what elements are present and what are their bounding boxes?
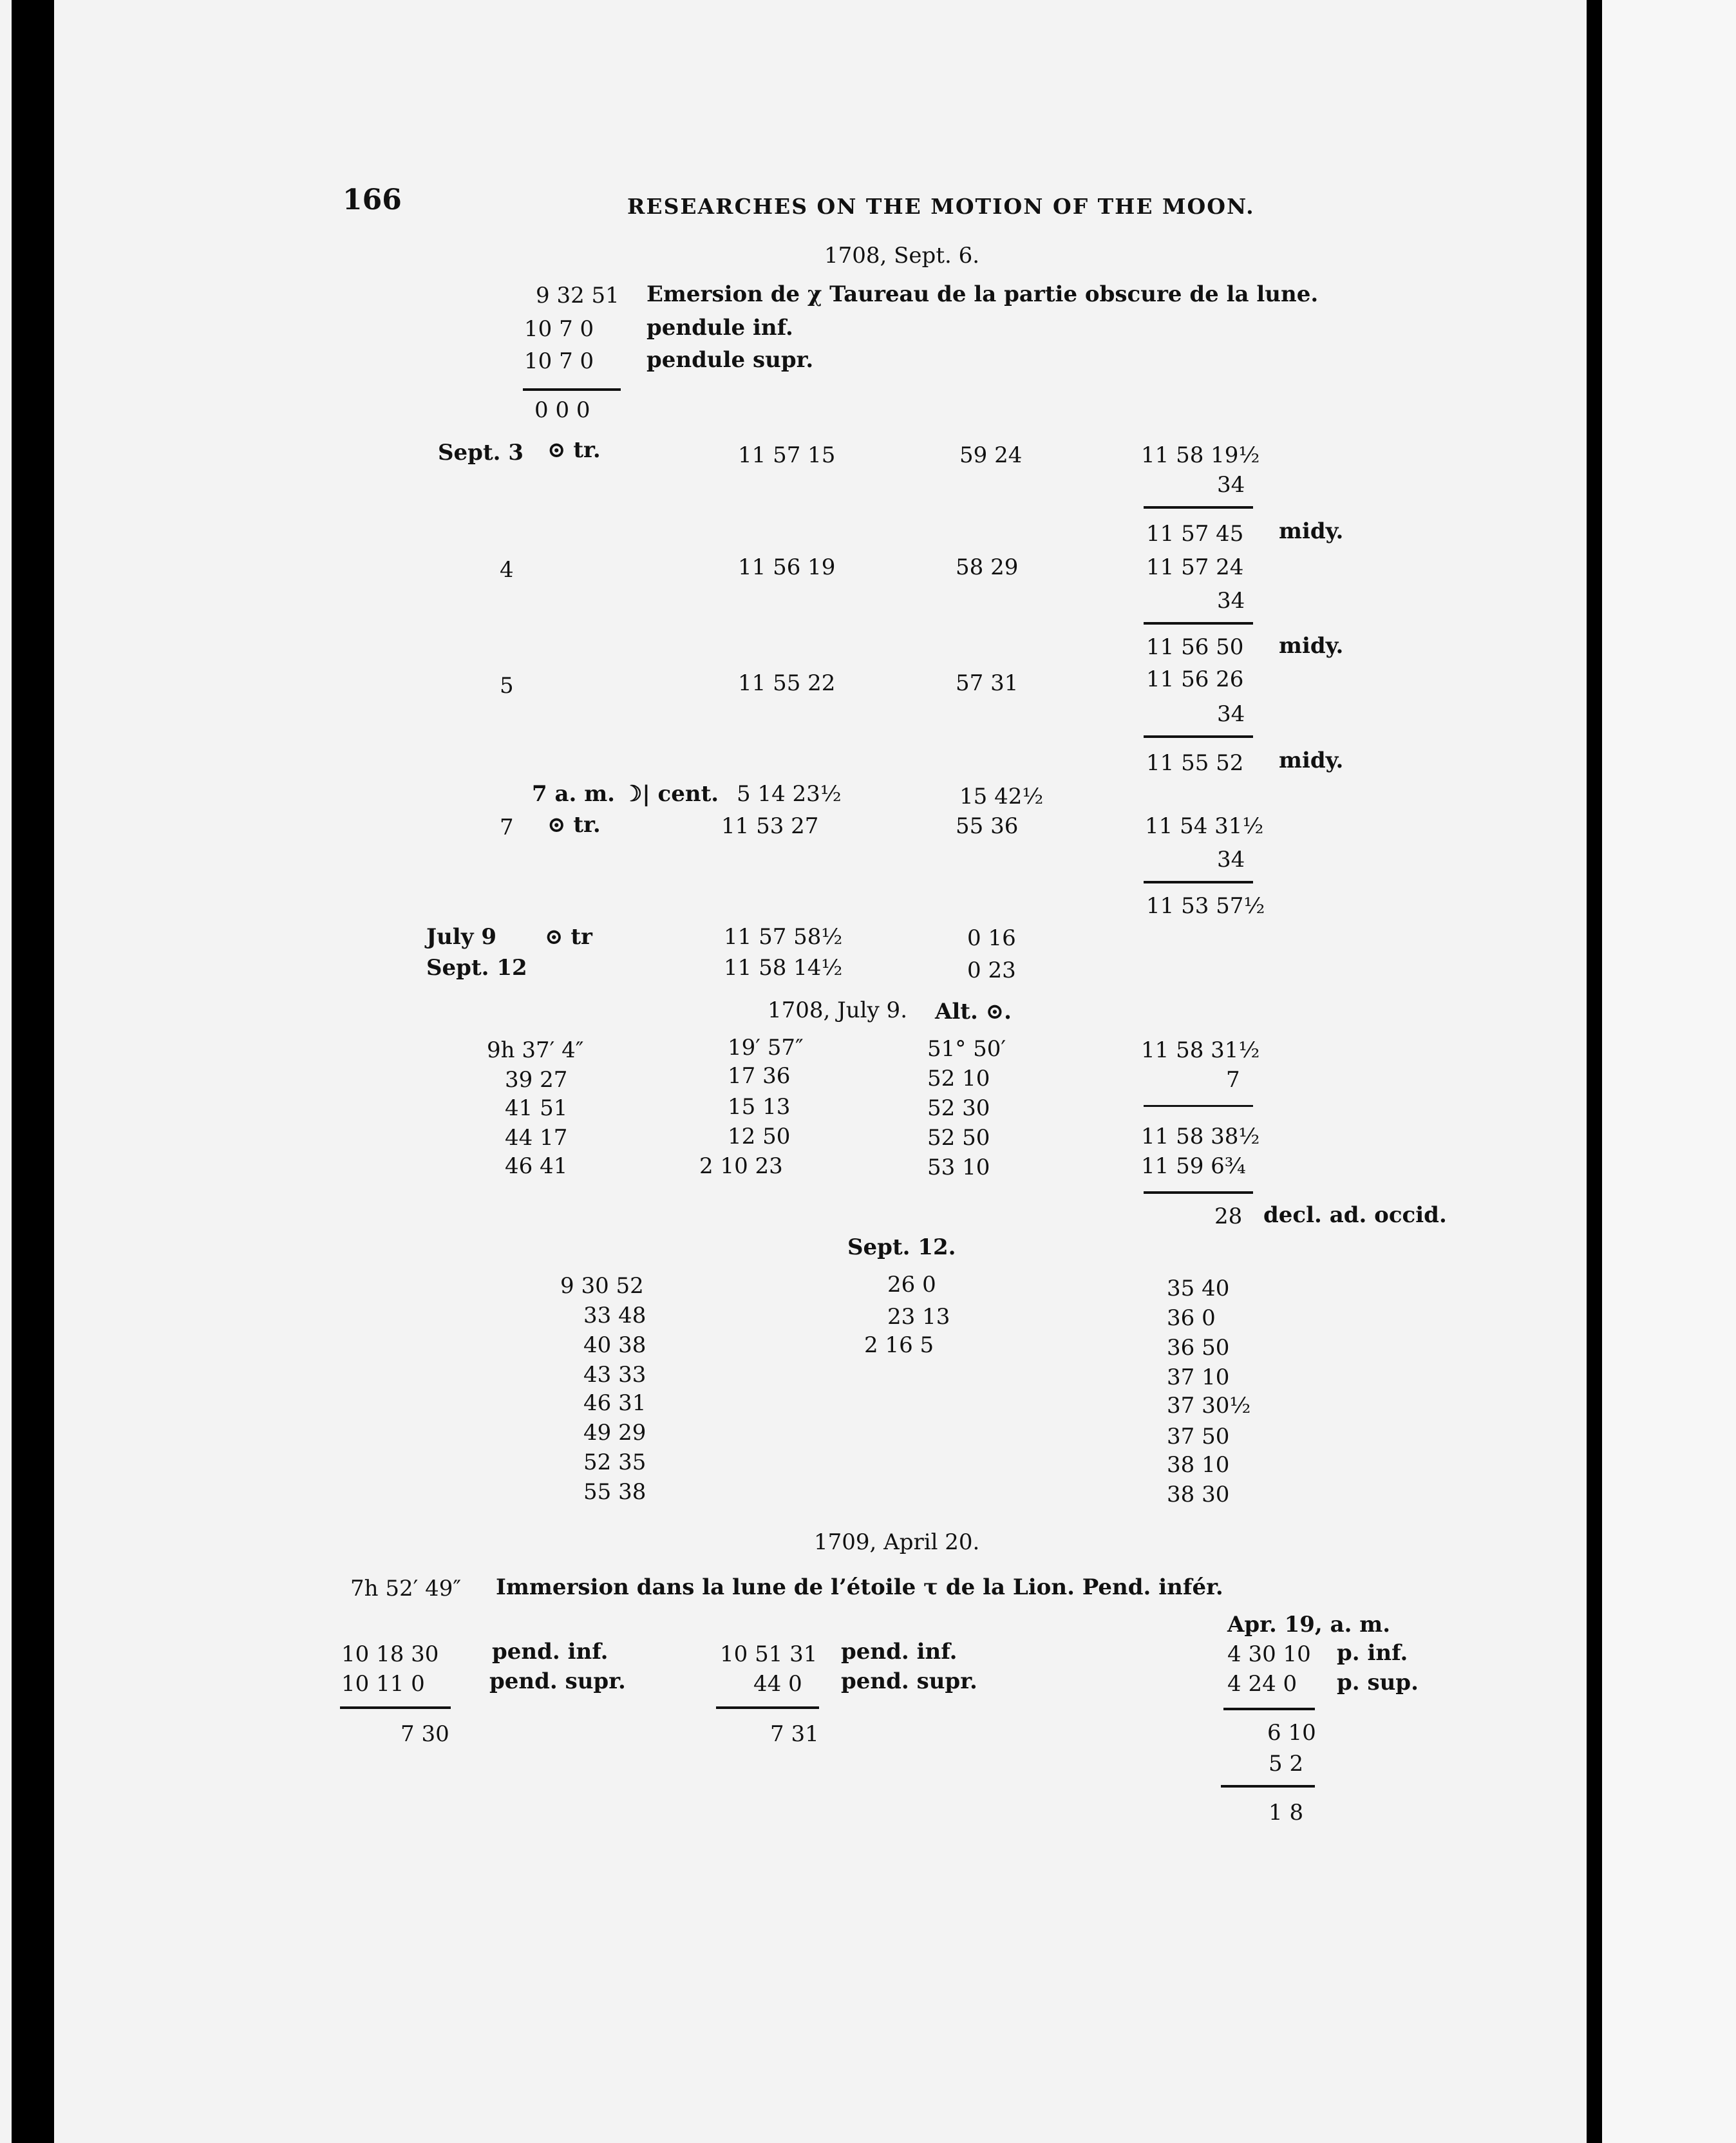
noon-time: 11 57 45 [1146,521,1244,547]
sept12-time: 43 33 [583,1362,646,1388]
transit-time: 11 56 19 [738,554,836,580]
pend-inf-label: pend. inf. [492,1639,609,1665]
pendule-supr-label: pendule supr. [646,347,814,373]
pendule-inf-label: pendule inf. [646,315,793,341]
transit-seconds: 55 36 [956,813,1019,839]
sept12-time: 33 48 [583,1303,646,1328]
transit-seconds: 57 31 [956,670,1019,696]
obs-interval: 2 10 23 [699,1153,783,1179]
obs-time: 46 41 [505,1153,568,1179]
pend-supr-label: pend. supr. [489,1668,626,1694]
sum-rule [1144,1105,1253,1107]
sept12-altitude: 37 30½ [1167,1393,1251,1419]
moon-seconds: 15 42½ [959,784,1044,809]
pend-inf-time: 10 51 31 [720,1641,818,1667]
transit-time: 11 57 15 [738,442,836,468]
difference: 5 2 [1269,1751,1304,1777]
obs-interval: 15 13 [728,1094,791,1120]
p-sup-label: p. sup. [1337,1670,1419,1695]
emersion-text: Emersion de χ Taureau de la partie obscure de la lune. [646,281,1319,307]
obs-time: 41 51 [505,1095,568,1121]
sun-transit-label: ⊙ tr. [547,812,601,838]
sum-rule [1144,1191,1253,1194]
sept12-time: 55 38 [583,1479,646,1505]
running-title: RESEARCHES ON THE MOTION OF THE MOON. [627,194,1255,219]
sept12-altitude: 35 40 [1167,1276,1230,1301]
pend-supr-time: 44 0 [753,1671,802,1697]
noon-time: 11 53 57½ [1146,893,1265,919]
difference: 7 31 [770,1721,819,1747]
calc-value: 28 [1214,1204,1243,1229]
sept12-time: 49 29 [583,1420,646,1446]
obs-time: 39 27 [505,1067,568,1093]
emersion-time: 9 32 51 [536,283,619,308]
correction: 34 [1217,701,1245,727]
correction: 34 [1217,847,1245,873]
obs-time: 9h 37′ 4″ [487,1037,584,1063]
apr-19-label: Apr. 19, a. m. [1227,1612,1391,1638]
difference: 1 8 [1269,1800,1304,1826]
noon-time: 11 55 52 [1146,750,1244,776]
obs-interval: 17 36 [728,1063,791,1089]
transit-seconds: 0 16 [967,925,1016,951]
transit-seconds: 59 24 [959,442,1023,468]
obs-interval: 12 50 [728,1124,791,1149]
sum-rule [1221,1785,1315,1788]
obs-interval: 19′ 57″ [728,1035,804,1061]
sept12-altitude: 36 50 [1167,1335,1230,1361]
pend-supr-time: 10 11 0 [341,1671,425,1697]
sum-rule [1223,1708,1315,1710]
difference: 7 30 [401,1721,449,1747]
difference: 6 10 [1267,1720,1316,1746]
pend-inf-time: 10 18 30 [341,1641,439,1667]
sept12-time: 52 35 [583,1449,646,1475]
scan-edge-left [0,0,12,2143]
noon-time: 11 56 50 [1146,634,1244,660]
sept12-altitude: 38 10 [1167,1452,1230,1478]
correction: 34 [1217,588,1245,614]
pendule-supr-time: 10 7 0 [524,348,594,374]
sum-rule [1144,506,1253,509]
sun-transit-label: ⊙ tr. [547,437,601,463]
calc-value: 11 58 38½ [1141,1124,1260,1149]
facing-page-edge [1602,0,1736,2143]
alt-sun-label: Alt. ⊙. [935,999,1012,1024]
date-sept-4: 4 [500,557,514,583]
section-heading-1708-july-9: 1708, July 9. [768,997,907,1023]
midy-label: midy. [1279,518,1344,544]
sept12-altitude: 36 0 [1167,1305,1216,1331]
transit-time: 11 55 22 [738,670,836,696]
pend-inf-label: pend. inf. [841,1639,958,1665]
transit-time: 11 57 58½ [724,924,843,950]
sept12-altitude: 37 10 [1167,1364,1230,1390]
sept12-altitude: 37 50 [1167,1424,1230,1449]
moon-centre-label: 7 a. m. ☽| cent. [532,781,719,807]
p-inf-label: p. inf. [1337,1640,1408,1666]
book-page [54,0,1587,2143]
pendule-inf-time: 10 7 0 [524,316,594,342]
date-sept-3: Sept. 3 [438,440,524,466]
obs-altitude: 52 10 [927,1066,990,1091]
obs-altitude: 51° 50′ [927,1036,1006,1062]
immersion-time: 7h 52′ 49″ [350,1576,462,1601]
section-heading-sept-12: Sept. 12. [847,1234,956,1260]
mean-time: 11 56 26 [1146,666,1244,692]
page-number: 166 [343,184,402,216]
transit-seconds: 0 23 [967,958,1016,983]
date-july-9: July 9 [426,924,496,950]
sept12-altitude: 38 30 [1167,1482,1230,1507]
calc-value: 11 58 31½ [1141,1037,1260,1063]
sept12-interval: 2 16 5 [864,1332,934,1358]
sum-rule [716,1706,819,1709]
mean-time: 11 54 31½ [1145,813,1264,839]
sept12-interval: 26 0 [887,1272,936,1298]
correction: 34 [1217,472,1245,498]
sun-transit-label: ⊙ tr [545,924,592,950]
transit-time: 11 53 27 [721,813,819,839]
date-sept-7: 7 [500,815,514,840]
section-heading-1708-sept-6: 1708, Sept. 6. [824,243,980,269]
midy-label: midy. [1279,633,1344,659]
pend-supr-label: pend. supr. [841,1668,977,1694]
sept12-time: 40 38 [583,1332,646,1358]
sept12-interval: 23 13 [887,1304,950,1330]
immersion-text: Immersion dans la lune de l’étoile τ de la Lion. Pend. infér. [496,1574,1223,1600]
calc-value: 11 59 6¾ [1141,1153,1246,1179]
obs-altitude: 52 30 [927,1095,990,1121]
calc-value: 7 [1226,1067,1240,1093]
obs-altitude: 53 10 [927,1155,990,1180]
midy-label: midy. [1279,748,1344,773]
mean-time: 11 57 24 [1146,554,1244,580]
section-heading-1709-april-20: 1709, April 20. [814,1529,980,1555]
mean-time: 11 58 19½ [1141,442,1260,468]
sum-rule [1144,622,1253,625]
p-sup-time: 4 24 0 [1227,1671,1297,1697]
moon-time: 5 14 23½ [737,781,842,807]
sept12-time: 9 30 52 [560,1273,644,1299]
obs-altitude: 52 50 [927,1125,990,1151]
transit-time: 11 58 14½ [724,955,843,981]
declination-note: decl. ad. occid. [1263,1202,1447,1228]
date-sept-12: Sept. 12 [426,955,527,981]
sept12-time: 46 31 [583,1390,646,1416]
obs-time: 44 17 [505,1125,568,1151]
transit-seconds: 58 29 [956,554,1019,580]
sum-rule [1144,881,1253,883]
sum-rule [340,1706,451,1709]
difference: 0 0 0 [534,397,590,423]
date-sept-5: 5 [500,673,514,699]
sum-rule [523,388,621,391]
p-inf-time: 4 30 10 [1227,1641,1311,1667]
sum-rule [1144,735,1253,738]
